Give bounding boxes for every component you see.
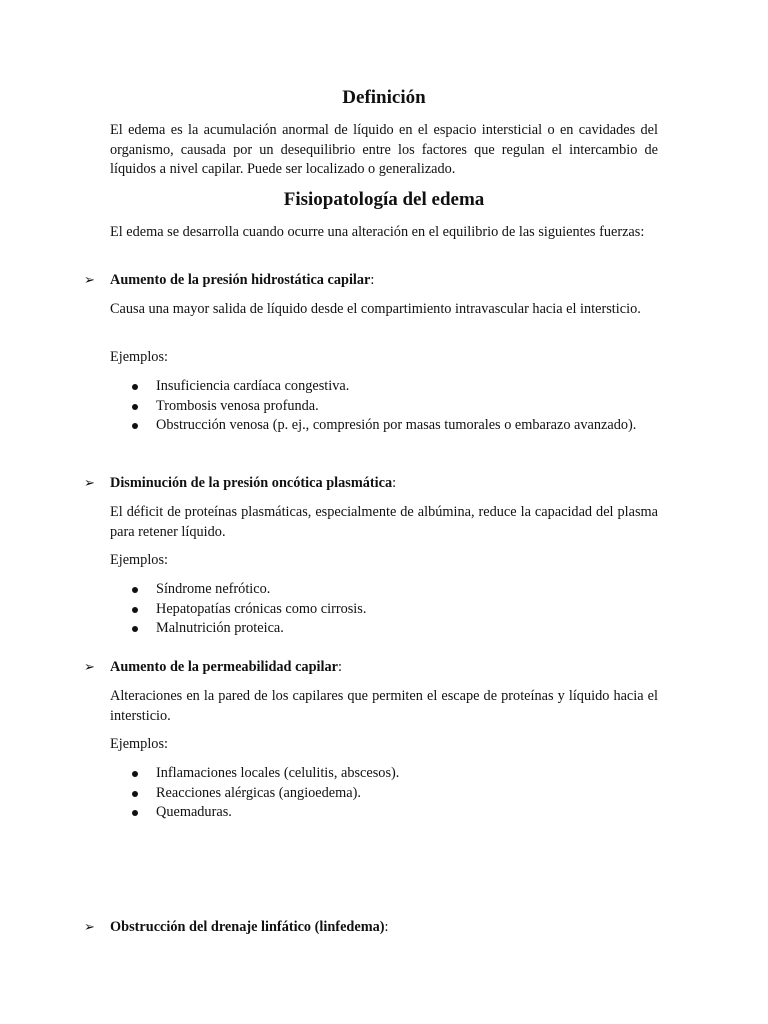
- examples-label: Ejemplos:: [110, 349, 168, 365]
- arrow-bullet-icon: ➢: [84, 920, 95, 935]
- examples-list: [110, 764, 658, 823]
- bullet-dot-icon: [132, 423, 138, 429]
- heading-colon: :: [392, 475, 397, 491]
- heading-colon: :: [370, 272, 375, 288]
- arrow-bullet-icon: ➢: [84, 273, 95, 288]
- definition-text: El edema es la acumulación anormal de líquido en el espacio intersticial o en cavidades del organismo, causada por un desequilibrio entre los factores que regulan el intercambio de líquidos a nivel capilar. Puede ser localizado o generalizado.: [110, 122, 658, 177]
- definition-title: Definición: [342, 87, 426, 108]
- bullet-dot-icon: [132, 384, 138, 390]
- list-item: Reacciones alérgicas (angioedema).: [110, 784, 658, 804]
- list-item: Inflamaciones locales (celulitis, abscesos).: [110, 764, 658, 784]
- list-item: Quemaduras.: [110, 803, 658, 823]
- section-heading-text: Aumento de la permeabilidad capilar: [110, 659, 338, 675]
- section-heading-text: Obstrucción del drenaje linfático (linfedema): [110, 919, 385, 935]
- section-heading: [84, 474, 658, 494]
- list-item: Síndrome nefrótico.: [110, 580, 658, 600]
- list-item: Malnutrición proteica.: [110, 619, 658, 639]
- section-description: El déficit de proteínas plasmáticas, especialmente de albúmina, reduce la capacidad del plasma para retener líquido.: [110, 504, 658, 540]
- section-description: Alteraciones en la pared de los capilares que permiten el escape de proteínas y líquido hacia el intersticio.: [110, 688, 658, 724]
- section-description: Causa una mayor salida de líquido desde el compartimiento intravascular hacia el intersticio.: [110, 301, 641, 317]
- list-item: Obstrucción venosa (p. ej., compresión por masas tumorales o embarazo avanzado).: [110, 416, 658, 436]
- list-item: Trombosis venosa profunda.: [110, 397, 658, 417]
- physiopathology-intro: El edema se desarrolla cuando ocurre una alteración en el equilibrio de las siguientes fuerzas:: [110, 224, 645, 240]
- section-heading-text: Disminución de la presión oncótica plasmática: [110, 475, 393, 491]
- examples-list: [110, 377, 658, 436]
- heading-colon: :: [337, 659, 342, 675]
- bullet-dot-icon: [132, 791, 138, 797]
- section-heading: [84, 658, 658, 678]
- bullet-dot-icon: [132, 607, 138, 613]
- section-heading-text: Aumento de la presión hidrostática capilar: [110, 272, 371, 288]
- section-heading: [84, 918, 658, 938]
- list-item: Hepatopatías crónicas como cirrosis.: [110, 600, 658, 620]
- bullet-dot-icon: [132, 587, 138, 593]
- arrow-bullet-icon: ➢: [84, 476, 95, 491]
- bullet-dot-icon: [132, 626, 138, 632]
- arrow-bullet-icon: ➢: [84, 660, 95, 675]
- bullet-dot-icon: [132, 771, 138, 777]
- examples-label: Ejemplos:: [110, 552, 168, 568]
- heading-colon: :: [384, 919, 389, 935]
- bullet-dot-icon: [132, 810, 138, 816]
- bullet-dot-icon: [132, 404, 138, 410]
- examples-label: Ejemplos:: [110, 736, 168, 752]
- list-item: Insuficiencia cardíaca congestiva.: [110, 377, 658, 397]
- physiopathology-title: Fisiopatología del edema: [283, 189, 485, 210]
- examples-list: [110, 580, 658, 639]
- section-heading: [84, 271, 658, 291]
